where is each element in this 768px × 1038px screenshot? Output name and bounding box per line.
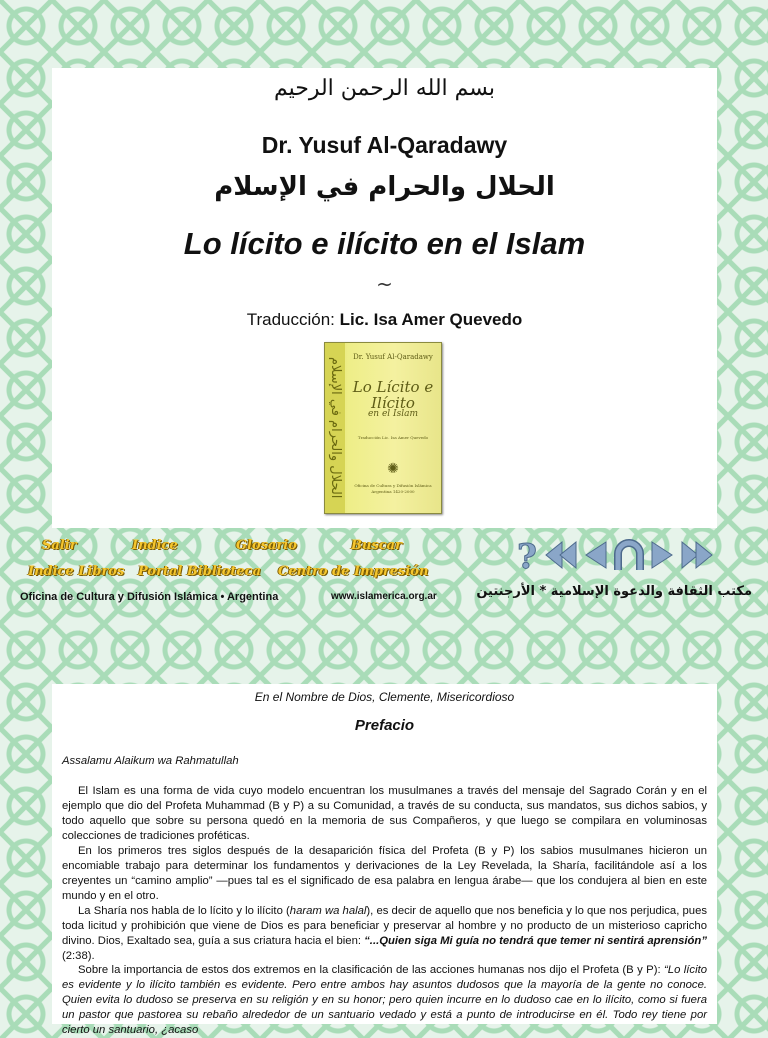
p3-text-a: La Sharía nos habla de lo lícito y lo ilícito ( [78, 905, 290, 917]
nav-centro-impresion-link[interactable]: Centro de Impresión [278, 564, 429, 579]
p4-quote: “Lo lícito es evidente y lo ilícito también es evidente. Pero entre ambos hay asuntos dudosos que la mayoría de la gente no conoce. Quien evita lo dudoso se preserva en su religión y en su honor; pero quien incurre en lo dudoso cae en lo ilícito, como si fuera un pastor que pastorea su rebaño alrededor de un santuario vedado y está a punto de introducirse en él. Todo rey tiene por cierto un santuario, ¿acaso [62, 964, 708, 1036]
office-name-arabic: مكتب الثقافة والدعوة الإسلامية * الأرجنتين [476, 584, 752, 599]
paragraph-2: En los primeros tres siglos después de la desaparición física del Profeta (B y P) los sabios musulmanes hicieron un encomiable trabajo para determinar los fundamentos y derivaciones de la Ley Revelada, la Sharía, facilitándole así a los creyentes un “camino amplio” —pues tal es el significado de esa palabra en lengua árabe— que los condujera al bien en este mundo y en el otro. [62, 845, 707, 902]
return-icon[interactable] [610, 536, 648, 574]
cover-credit: Traducción Lic. Isa Amer Quevedo [357, 435, 429, 440]
nav-glosario-link[interactable]: Glosario [236, 538, 297, 553]
cover-author: Dr. Yusuf Al-Qaradawy [353, 353, 433, 361]
page-navigation-toolbar [508, 536, 720, 574]
book-title: Lo lícito e ilícito en el Islam [183, 226, 586, 261]
p3-quote: “...Quien siga Mi guía no tendrá que temer ni sentirá aprensión” [364, 935, 707, 947]
translation-label: Traducción: [246, 310, 335, 329]
preface-panel [52, 684, 717, 1036]
first-page-icon[interactable] [542, 536, 580, 574]
nav-salir-link[interactable]: Salir [42, 538, 77, 553]
svg-text:?: ? [517, 537, 537, 574]
previous-page-icon[interactable] [576, 536, 614, 574]
p3-text-c: (2:38). [62, 950, 95, 962]
cover-emblem-icon: ✺ [387, 461, 399, 477]
website-link[interactable]: www.islamerica.org.ar [331, 591, 437, 602]
preface-heading: Prefacio [354, 717, 415, 734]
nav-buscar-link[interactable]: Buscar [351, 538, 402, 553]
nav-indice-libros-link[interactable]: Indice Libros [28, 564, 125, 579]
book-spine-title: الحلال والحرام في الإسلام [325, 343, 345, 513]
title-panel [52, 68, 717, 528]
arabic-title: الحلال والحرام في الإسلام [214, 172, 555, 202]
bismillah-calligraphy: بسم الله الرحمن الرحيم [273, 76, 496, 101]
translation-credit [52, 310, 717, 330]
p3-text-b: ), es decir de aquello que nos beneficia y lo que nos perjudica, pues toda licitud y prohibición que viene de Dios es para beneficiar y preservar al hombre y no producto de un misterioso capricho divino. Dios, Exaltado sea, guía a sus criatura hacia el bien: [62, 905, 708, 947]
nav-portal-biblioteca-link[interactable]: Portal Biblioteca [138, 564, 262, 579]
ornament-divider: ~ [376, 272, 393, 296]
p4-text-a: Sobre la importancia de estos dos extremos en la clasificación de las acciones humanas nos dijo el Profeta (B y P): [78, 964, 665, 976]
cover-office: Oficina de Cultura y Difusión Islámica Argentina 1420-2000 [354, 483, 432, 494]
greeting: Assalamu Alaikum wa Rahmatullah [62, 755, 239, 767]
cover-subtitle: en el Islam [367, 409, 418, 419]
book-cover-image [324, 342, 442, 514]
translator-name: Lic. Isa Amer Quevedo [339, 310, 523, 329]
help-icon[interactable] [508, 536, 546, 574]
invocation: En el Nombre de Dios, Clemente, Misericordioso [254, 690, 515, 704]
next-page-icon[interactable] [644, 536, 682, 574]
paragraph-3 [62, 904, 707, 964]
paragraph-4 [62, 963, 707, 1038]
last-page-icon[interactable] [678, 536, 716, 574]
author-name: Dr. Yusuf Al-Qaradawy [261, 132, 508, 158]
office-name-spanish: Oficina de Cultura y Difusión Islámica • Argentina [20, 591, 279, 603]
nav-indice-link[interactable]: Indice [132, 538, 178, 553]
cover-title: Lo Lícito e Ilícito [352, 378, 434, 412]
p3-emphasis: haram wa halal [289, 905, 367, 917]
paragraph-1: El Islam es una forma de vida cuyo modelo encuentran los musulmanes a través del mensaje del Sagrado Corán y en el ejemplo que dio del Profeta Muhammad (B y P) a su Comunidad, a través de su conducta, sus mandatos, sus dichos sabios, y todo aquello que sobre su persona quedó en la memoria de sus Compañeros, y que luego se compilara en voluminosas colecciones de tradiciones proféticas. [62, 785, 707, 842]
